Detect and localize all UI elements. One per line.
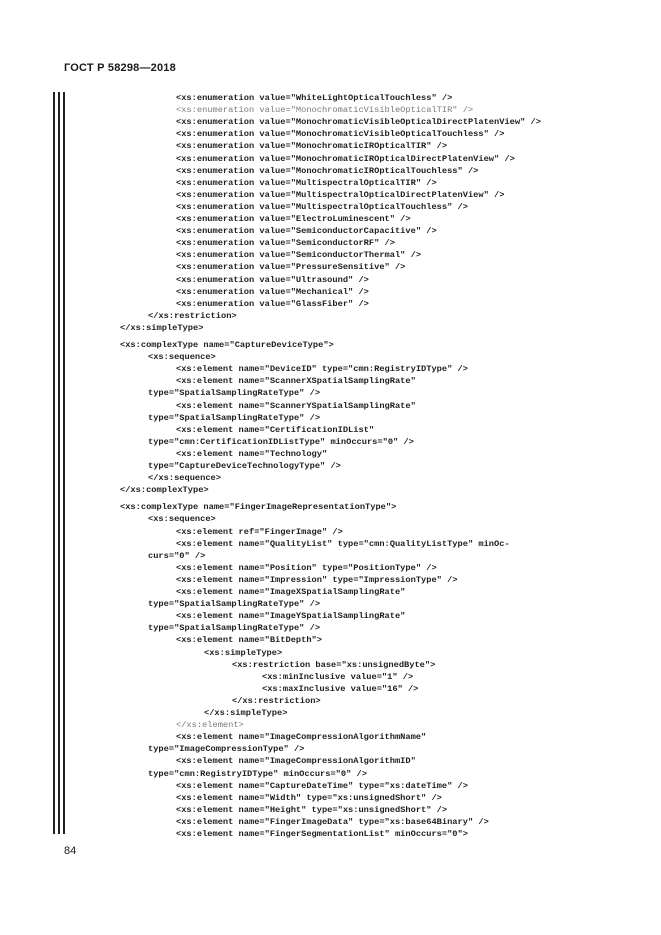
margin-bar xyxy=(63,92,65,834)
code-line: type="cmn:RegistryIDType" minOccurs="0" /> xyxy=(148,768,367,779)
code-line: <xs:element name="FingerSegmentationList" minOccurs="0"> xyxy=(176,829,468,839)
code-line: type="SpatialSamplingRateType" /> xyxy=(148,388,321,399)
code-line: <xs:enumeration value="ElectroLuminescent" /> xyxy=(176,214,411,224)
code-line: <xs:restriction base="xs:unsignedByte"> xyxy=(232,659,436,670)
code-line: <xs:element name="ImageCompressionAlgorithmName" xyxy=(176,732,427,743)
code-line: <xs:enumeration value="MultispectralOpticalTouchless" /> xyxy=(176,201,468,212)
code-line: <xs:enumeration value="SemiconductorRF" /> xyxy=(176,238,395,249)
code-line: <xs:element name="Technology" xyxy=(176,448,328,459)
code-line: <xs:maxInclusive value="16" /> xyxy=(262,683,419,694)
code-line: type="SpatialSamplingRateType" /> xyxy=(148,412,321,423)
code-line: <xs:element name="CaptureDateTime" type="xs:dateTime" /> xyxy=(176,780,468,791)
code-line: <xs:minInclusive value="1" /> xyxy=(262,671,414,682)
code-line: </xs:sequence> xyxy=(148,473,221,484)
code-line: <xs:enumeration value="MonochromaticVisibleOpticalTouchless" /> xyxy=(176,129,505,140)
code-line: <xs:element name="ScannerXSpatialSamplingRate" xyxy=(176,376,416,387)
page-number: 84 xyxy=(64,845,77,857)
code-line: <xs:enumeration value="MultispectralOpticalDirectPlatenView" /> xyxy=(176,189,505,200)
code-line: <xs:element name="ImageCompressionAlgorithmID" xyxy=(176,756,416,767)
margin-bar xyxy=(53,92,55,834)
code-line: <xs:element name="ImageXSpatialSamplingRate" xyxy=(176,587,406,597)
code-line: </xs:simpleType> xyxy=(204,708,288,718)
code-line: curs="0" /> xyxy=(148,550,206,561)
code-line: <xs:element name="ScannerYSpatialSamplingRate" xyxy=(176,400,416,411)
code-line: type="SpatialSamplingRateType" /> xyxy=(148,623,321,634)
code-line: <xs:element name="QualityList" type="cmn:QualityListType" minOc- xyxy=(176,538,510,549)
code-line: <xs:complexType name="CaptureDeviceType"> xyxy=(120,340,334,350)
code-line: <xs:enumeration value="MonochromaticIROpticalDirectPlatenView" /> xyxy=(176,153,515,164)
code-line: <xs:enumeration value="Ultrasound" /> xyxy=(176,274,369,285)
code-line: <xs:simpleType> xyxy=(204,647,283,658)
code-line: <xs:sequence> xyxy=(148,352,216,363)
code-line: <xs:element ref="FingerImage" /> xyxy=(176,526,343,537)
code-line: <xs:complexType name="FingerImageRepresentationType"> xyxy=(120,502,397,513)
code-line: <xs:element name="DeviceID" type="cmn:RegistryIDType" /> xyxy=(176,364,468,375)
revision-margin-bars xyxy=(53,92,67,834)
code-line: <xs:element name="Height" type="xs:unsignedShort" /> xyxy=(176,804,448,815)
code-line: <xs:element name="Width" type="xs:unsignedShort" /> xyxy=(176,792,442,803)
code-line: <xs:enumeration value="MultispectralOpticalTIR" /> xyxy=(176,177,437,188)
code-line: <xs:enumeration value="MonochromaticVisibleOpticalTIR" /> xyxy=(176,105,474,116)
margin-bar xyxy=(58,92,60,834)
code-line: </xs:complexType> xyxy=(120,485,209,496)
code-line: type="ImageCompressionType" /> xyxy=(148,744,305,755)
code-line: <xs:enumeration value="WhiteLightOpticalTouchless" /> xyxy=(176,93,453,103)
code-line: <xs:element name="FingerImageData" type="xs:base64Binary" /> xyxy=(176,816,489,827)
code-line: type="cmn:CertificationIDListType" minOccurs="0" /> xyxy=(148,436,414,447)
code-line: <xs:sequence> xyxy=(148,514,216,525)
code-line: </xs:simpleType> xyxy=(120,322,204,333)
code-line: <xs:enumeration value="Mechanical" /> xyxy=(176,286,369,297)
code-line: </xs:element> xyxy=(176,720,244,731)
code-line: type="CaptureDeviceTechnologyType" /> xyxy=(148,461,341,471)
code-line: <xs:enumeration value="SemiconductorThermal" /> xyxy=(176,250,422,261)
code-line: type="SpatialSamplingRateType" /> xyxy=(148,599,321,610)
code-line: <xs:enumeration value="MonochromaticVisibleOpticalDirectPlatenView" /> xyxy=(176,117,541,128)
code-line: <xs:enumeration value="MonochromaticIROpticalTouchless" /> xyxy=(176,165,479,176)
code-line: <xs:element name="CertificationIDList" xyxy=(176,424,375,435)
code-line: <xs:element name="ImageYSpatialSamplingRate" xyxy=(176,611,406,622)
code-line: <xs:element name="Impression" type="ImpressionType" /> xyxy=(176,574,458,585)
code-line: </xs:restriction> xyxy=(232,695,321,706)
code-line: <xs:element name="Position" type="PositionType" /> xyxy=(176,562,437,573)
document-header: ГОСТ Р 58298—2018 xyxy=(64,62,176,74)
code-line: <xs:enumeration value="MonochromaticIROpticalTIR" /> xyxy=(176,141,448,152)
code-line: <xs:enumeration value="GlassFiber" /> xyxy=(176,298,369,309)
code-line: <xs:enumeration value="PressureSensitive" /> xyxy=(176,262,406,273)
code-line: </xs:restriction> xyxy=(148,310,237,321)
code-line: <xs:enumeration value="SemiconductorCapacitive" /> xyxy=(176,226,437,237)
code-line: <xs:element name="BitDepth"> xyxy=(176,635,322,646)
